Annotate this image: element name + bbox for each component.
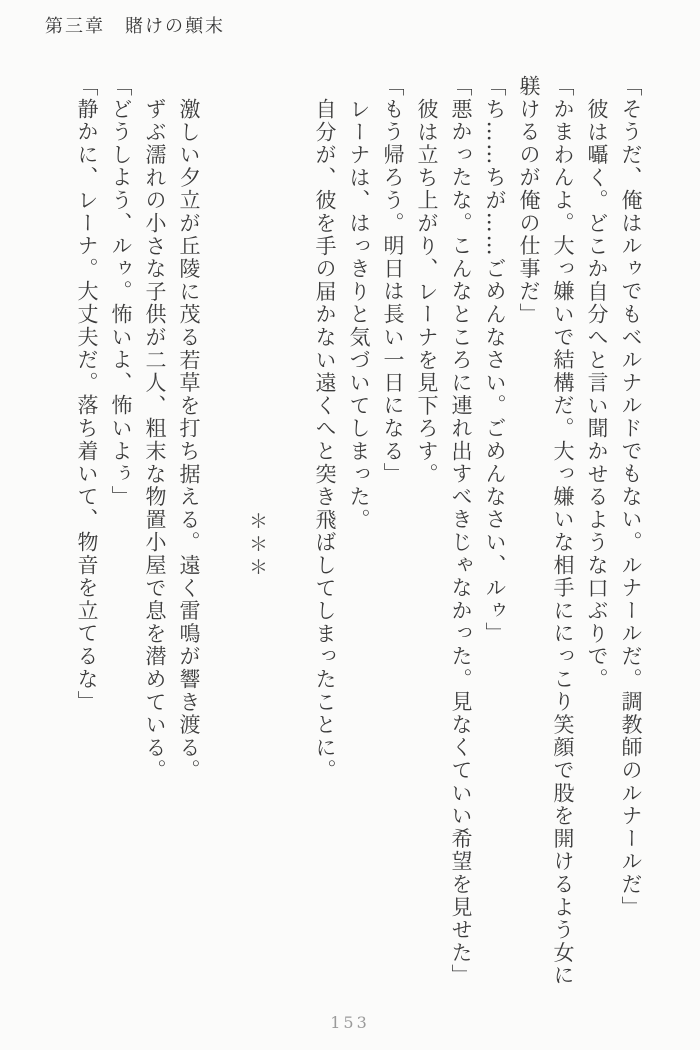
text-column-line: 「静かに、レーナ。大丈夫だ。落ち着いて、物音を立てるな」: [75, 75, 99, 714]
text-column-line: 「悪かったな。こんなところに連れ出すべきじゃなかった。見なくていい希望を見せた」: [449, 75, 473, 987]
text-column-line: ずぶ濡れの小さな子供が二人、粗末な物置小屋で息を潜めている。: [143, 98, 167, 783]
text-column-line: 激しい夕立が丘陵に茂る若草を打ち据える。遠く雷鳴が響き渡る。: [177, 98, 201, 783]
text-column-line: 自分が、彼を手の届かない遠くへと突き飛ばしてしまったことに。: [313, 98, 337, 783]
page-number: 153: [330, 1013, 370, 1032]
section-separator: ＊＊＊: [246, 510, 268, 580]
chapter-header: 第三章 賭けの顛末: [45, 16, 225, 37]
text-column-line: 彼は囁く。どこか自分へと言い聞かせるような口ぶりで。: [585, 98, 609, 691]
text-column-line: 「もう帰ろう。明日は長い一日になる」: [381, 75, 405, 486]
text-column-line: レーナは、はっきりと気づいてしまった。: [347, 98, 371, 532]
page-text-block: [70, 75, 648, 1015]
text-column-line: 「ち……ちが……ごめんなさい。ごめんなさい、ルゥ」: [483, 75, 507, 645]
text-column-line: 躾けるのが俺の仕事だ」: [517, 75, 541, 326]
text-column-line: 彼は立ち上がり、レーナを見下ろす。: [415, 98, 439, 486]
text-column-line: 「どうしよう、ルゥ。怖いよ、怖いよぅ」: [109, 75, 133, 509]
text-column-line: 「そうだ、俺はルゥでもベルナルドでもない。ルナールだ。調教師のルナールだ」: [619, 75, 643, 919]
text-column-line: 「かまわんよ。大っ嫌いで結構だ。大っ嫌いな相手ににっこり笑顔で股を開けるよう女に: [551, 75, 575, 987]
